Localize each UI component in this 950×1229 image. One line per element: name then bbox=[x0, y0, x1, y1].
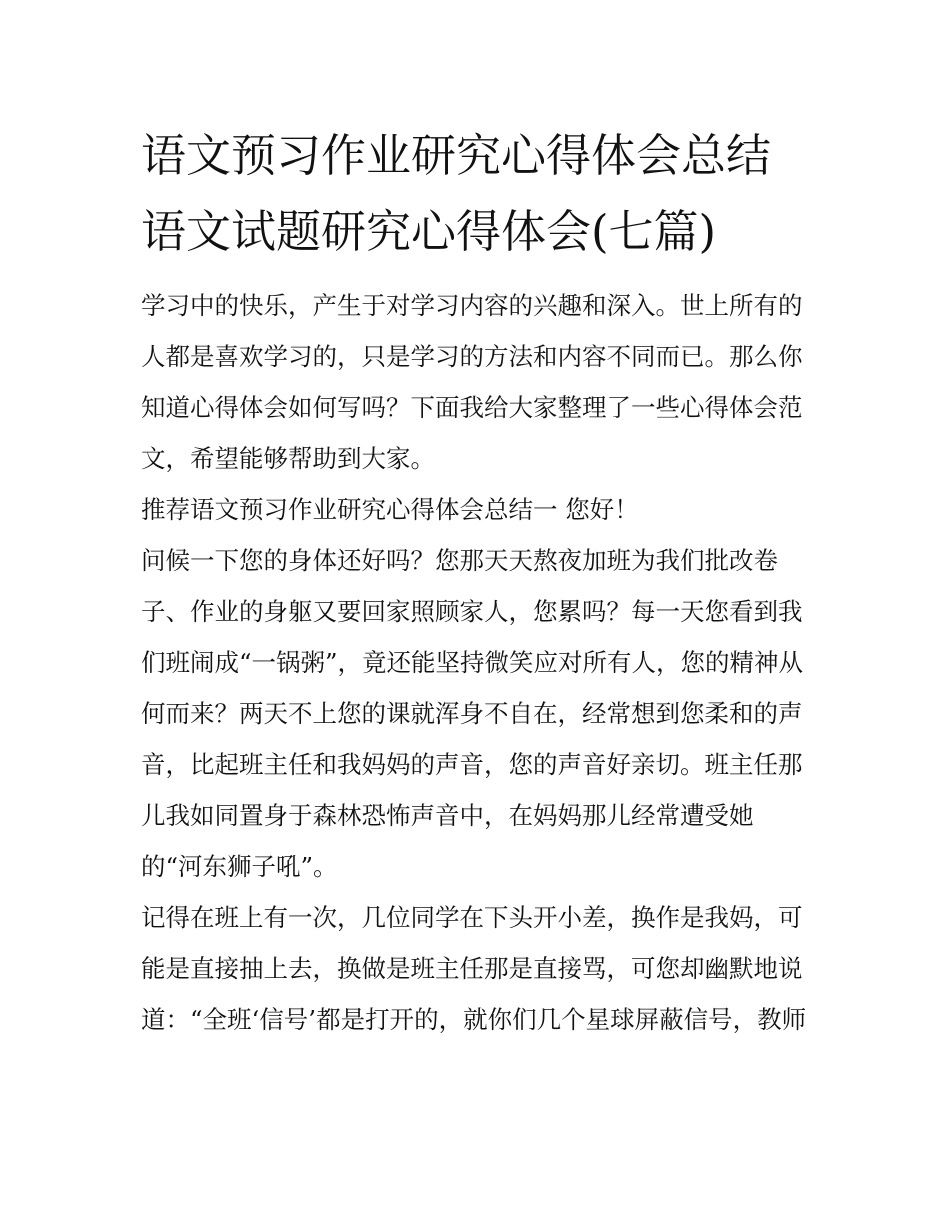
document-title: 语文预习作业研究心得体会总结 语文试题研究心得体会(七篇) bbox=[141, 129, 772, 258]
paragraph-memory: 记得在班上有一次，几位同学在下头开小差，换作是我妈，可能是直接抽上去，换做是班主任那是直接骂，可您却幽默地说道：“全班‘信号’都是打开的，就你们几个星球屏蔽信号，教师 bbox=[141, 903, 807, 1034]
document-body bbox=[141, 118, 813, 1045]
paragraph-intro: 学习中的快乐，产生于对学习内容的兴趣和深入。世上所有的人都是喜欢学习的，只是学习的方法和内容不同而已。那么你知道心得体会如何写吗？下面我给大家整理了一些心得体会范文，希望能够帮助到大家。 bbox=[141, 291, 803, 473]
paragraph-heading-one: 推荐语文预习作业研究心得体会总结一 您好！ bbox=[141, 495, 639, 524]
paragraph-greeting: 问候一下您的身体还好吗？您那天天熬夜加班为我们批改卷子、作业的身躯又要回家照顾家人，您累吗？每一天您看到我们班闹成“一锅粥”，竟还能坚持微笑应对所有人，您的精神从何而来？两天不上您的课就浑身不自在，经常想到您柔和的声音，比起班主任和我妈妈的声音，您的声音好亲切。班主任那儿我如同置身于森林恐怖声音中，在妈妈那儿经常遭受她的“河东狮子吼”。 bbox=[141, 546, 804, 881]
